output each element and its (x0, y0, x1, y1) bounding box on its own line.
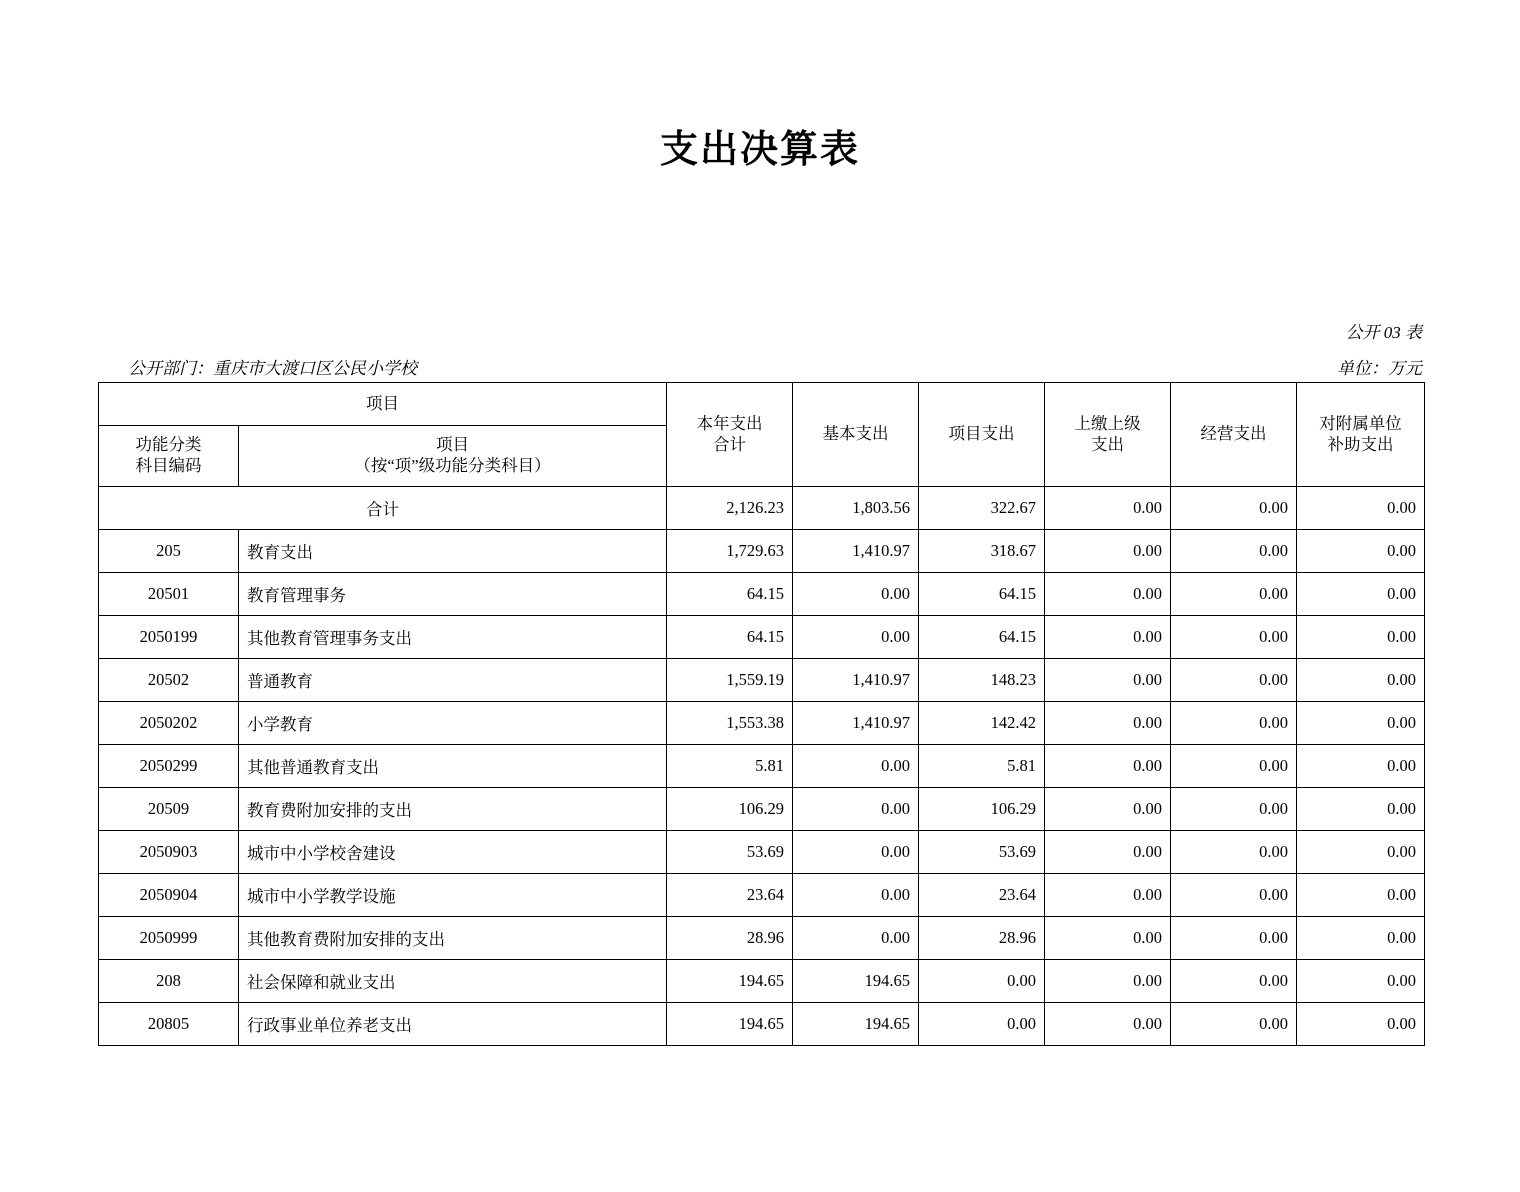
document-page (0, 118, 1520, 1192)
row-project-value: 0.00 (919, 1003, 1045, 1046)
header-code (99, 426, 239, 487)
row-subsidy-value: 0.00 (1297, 530, 1425, 573)
row-operating-value: 0.00 (1171, 616, 1297, 659)
row-name: 城市中小学教学设施 (239, 874, 667, 917)
header-subsidy-line1: 对附属单位 (1319, 413, 1402, 433)
row-operating-value: 0.00 (1171, 487, 1297, 530)
header-total-line1: 本年支出 (696, 413, 763, 433)
table-row (99, 788, 1425, 831)
row-total-value: 194.65 (667, 1003, 793, 1046)
row-remit-value: 0.00 (1045, 1003, 1171, 1046)
row-code: 2050904 (99, 874, 239, 917)
row-code: 208 (99, 960, 239, 1003)
row-project-value: 5.81 (919, 745, 1045, 788)
row-code: 2050199 (99, 616, 239, 659)
row-project-value: 106.29 (919, 788, 1045, 831)
header-code-line2: 科目编码 (135, 456, 202, 475)
row-total-value: 1,553.38 (667, 702, 793, 745)
row-project-value: 148.23 (919, 659, 1045, 702)
row-operating-value: 0.00 (1171, 745, 1297, 788)
row-remit-value: 0.00 (1045, 960, 1171, 1003)
row-total-value: 194.65 (667, 960, 793, 1003)
row-remit-value: 0.00 (1045, 573, 1171, 616)
row-subsidy-value: 0.00 (1297, 831, 1425, 874)
row-subsidy-value: 0.00 (1297, 702, 1425, 745)
row-remit-value: 0.00 (1045, 702, 1171, 745)
row-total-value: 106.29 (667, 788, 793, 831)
row-name: 其他普通教育支出 (239, 745, 667, 788)
meta-row (0, 354, 1520, 378)
row-remit-value: 0.00 (1045, 530, 1171, 573)
table-row (99, 616, 1425, 659)
row-total-value: 5.81 (667, 745, 793, 788)
table-row (99, 917, 1425, 960)
row-operating-value: 0.00 (1171, 788, 1297, 831)
form-number: 公开 03 表 (1345, 323, 1422, 342)
row-subsidy-value: 0.00 (1297, 487, 1425, 530)
row-project-value: 142.42 (919, 702, 1045, 745)
row-project-value: 28.96 (919, 917, 1045, 960)
unit-label: 单位：万元 (1337, 359, 1422, 378)
row-basic-value: 0.00 (793, 573, 919, 616)
row-total-value: 2,126.23 (667, 487, 793, 530)
row-basic-value: 1,410.97 (793, 530, 919, 573)
row-basic-value: 194.65 (793, 960, 919, 1003)
header-item (239, 426, 667, 487)
row-subsidy-value: 0.00 (1297, 960, 1425, 1003)
table-row (99, 1003, 1425, 1046)
row-project-value: 0.00 (919, 960, 1045, 1003)
row-basic-value: 1,410.97 (793, 659, 919, 702)
row-basic-value: 1,410.97 (793, 702, 919, 745)
header-basic: 基本支出 (793, 383, 919, 487)
row-subsidy-value: 0.00 (1297, 788, 1425, 831)
row-project-value: 318.67 (919, 530, 1045, 573)
row-basic-value: 0.00 (793, 831, 919, 874)
row-name: 社会保障和就业支出 (239, 960, 667, 1003)
table-row (99, 487, 1425, 530)
header-group-item: 项目 (99, 383, 667, 426)
row-code: 20509 (99, 788, 239, 831)
header-remit (1045, 383, 1171, 487)
row-project-value: 64.15 (919, 573, 1045, 616)
table-row (99, 960, 1425, 1003)
page-title: 支出决算表 (659, 127, 860, 171)
table-row (99, 530, 1425, 573)
header-item-line2: （按“项”级功能分类科目） (354, 456, 551, 475)
expenditure-table (98, 382, 1425, 1046)
row-project-value: 322.67 (919, 487, 1045, 530)
row-total-value: 23.64 (667, 874, 793, 917)
row-operating-value: 0.00 (1171, 659, 1297, 702)
row-code: 2050202 (99, 702, 239, 745)
row-total-value: 64.15 (667, 616, 793, 659)
row-remit-value: 0.00 (1045, 788, 1171, 831)
row-basic-value: 1,803.56 (793, 487, 919, 530)
row-code: 20805 (99, 1003, 239, 1046)
row-subsidy-value: 0.00 (1297, 745, 1425, 788)
header-project: 项目支出 (919, 383, 1045, 487)
header-remit-line2: 支出 (1091, 434, 1124, 454)
row-operating-value: 0.00 (1171, 702, 1297, 745)
row-subsidy-value: 0.00 (1297, 874, 1425, 917)
row-basic-value: 0.00 (793, 616, 919, 659)
row-code: 2050299 (99, 745, 239, 788)
row-project-value: 53.69 (919, 831, 1045, 874)
row-code: 2050903 (99, 831, 239, 874)
row-remit-value: 0.00 (1045, 745, 1171, 788)
header-remit-line1: 上缴上级 (1074, 413, 1141, 433)
header-code-line1: 功能分类 (135, 435, 202, 455)
row-remit-value: 0.00 (1045, 616, 1171, 659)
table-row (99, 831, 1425, 874)
row-subsidy-value: 0.00 (1297, 573, 1425, 616)
row-basic-value: 0.00 (793, 874, 919, 917)
header-operating: 经营支出 (1171, 383, 1297, 487)
row-name: 其他教育费附加安排的支出 (239, 917, 667, 960)
row-remit-value: 0.00 (1045, 659, 1171, 702)
row-operating-value: 0.00 (1171, 831, 1297, 874)
row-subsidy-value: 0.00 (1297, 1003, 1425, 1046)
row-name: 城市中小学校舍建设 (239, 831, 667, 874)
row-code: 205 (99, 530, 239, 573)
row-basic-value: 0.00 (793, 917, 919, 960)
row-remit-value: 0.00 (1045, 487, 1171, 530)
row-operating-value: 0.00 (1171, 1003, 1297, 1046)
row-project-value: 64.15 (919, 616, 1045, 659)
row-project-value: 23.64 (919, 874, 1045, 917)
row-operating-value: 0.00 (1171, 874, 1297, 917)
row-name: 普通教育 (239, 659, 667, 702)
table-body (99, 487, 1425, 1046)
header-item-line1: 项目 (436, 435, 469, 455)
row-name: 教育费附加安排的支出 (239, 788, 667, 831)
department-label: 公开部门：重庆市大渡口区公民小学校 (128, 359, 417, 378)
row-code: 2050999 (99, 917, 239, 960)
table-header (99, 383, 1425, 487)
row-subsidy-value: 0.00 (1297, 616, 1425, 659)
row-name: 教育支出 (239, 530, 667, 573)
row-code: 20501 (99, 573, 239, 616)
header-total-line2: 合计 (713, 434, 746, 454)
row-name: 教育管理事务 (239, 573, 667, 616)
row-total-value: 1,559.19 (667, 659, 793, 702)
table-row (99, 702, 1425, 745)
row-total-value: 64.15 (667, 573, 793, 616)
row-name: 其他教育管理事务支出 (239, 616, 667, 659)
row-basic-value: 194.65 (793, 1003, 919, 1046)
table-header-row-1 (99, 383, 1425, 426)
row-total-value: 53.69 (667, 831, 793, 874)
row-name: 小学教育 (239, 702, 667, 745)
row-basic-value: 0.00 (793, 745, 919, 788)
row-total-value: 1,729.63 (667, 530, 793, 573)
row-operating-value: 0.00 (1171, 573, 1297, 616)
table-row (99, 745, 1425, 788)
row-basic-value: 0.00 (793, 788, 919, 831)
header-total (667, 383, 793, 487)
header-subsidy-line2: 补助支出 (1327, 434, 1394, 454)
row-operating-value: 0.00 (1171, 530, 1297, 573)
row-subsidy-value: 0.00 (1297, 659, 1425, 702)
row-remit-value: 0.00 (1045, 874, 1171, 917)
row-code: 20502 (99, 659, 239, 702)
row-remit-value: 0.00 (1045, 917, 1171, 960)
row-total-value: 28.96 (667, 917, 793, 960)
row-remit-value: 0.00 (1045, 831, 1171, 874)
header-subsidy (1297, 383, 1425, 487)
row-subsidy-value: 0.00 (1297, 917, 1425, 960)
row-operating-value: 0.00 (1171, 917, 1297, 960)
table-row (99, 573, 1425, 616)
row-name: 行政事业单位养老支出 (239, 1003, 667, 1046)
table-row (99, 659, 1425, 702)
table-row (99, 874, 1425, 917)
row-operating-value: 0.00 (1171, 960, 1297, 1003)
row-total-label: 合计 (99, 487, 667, 530)
